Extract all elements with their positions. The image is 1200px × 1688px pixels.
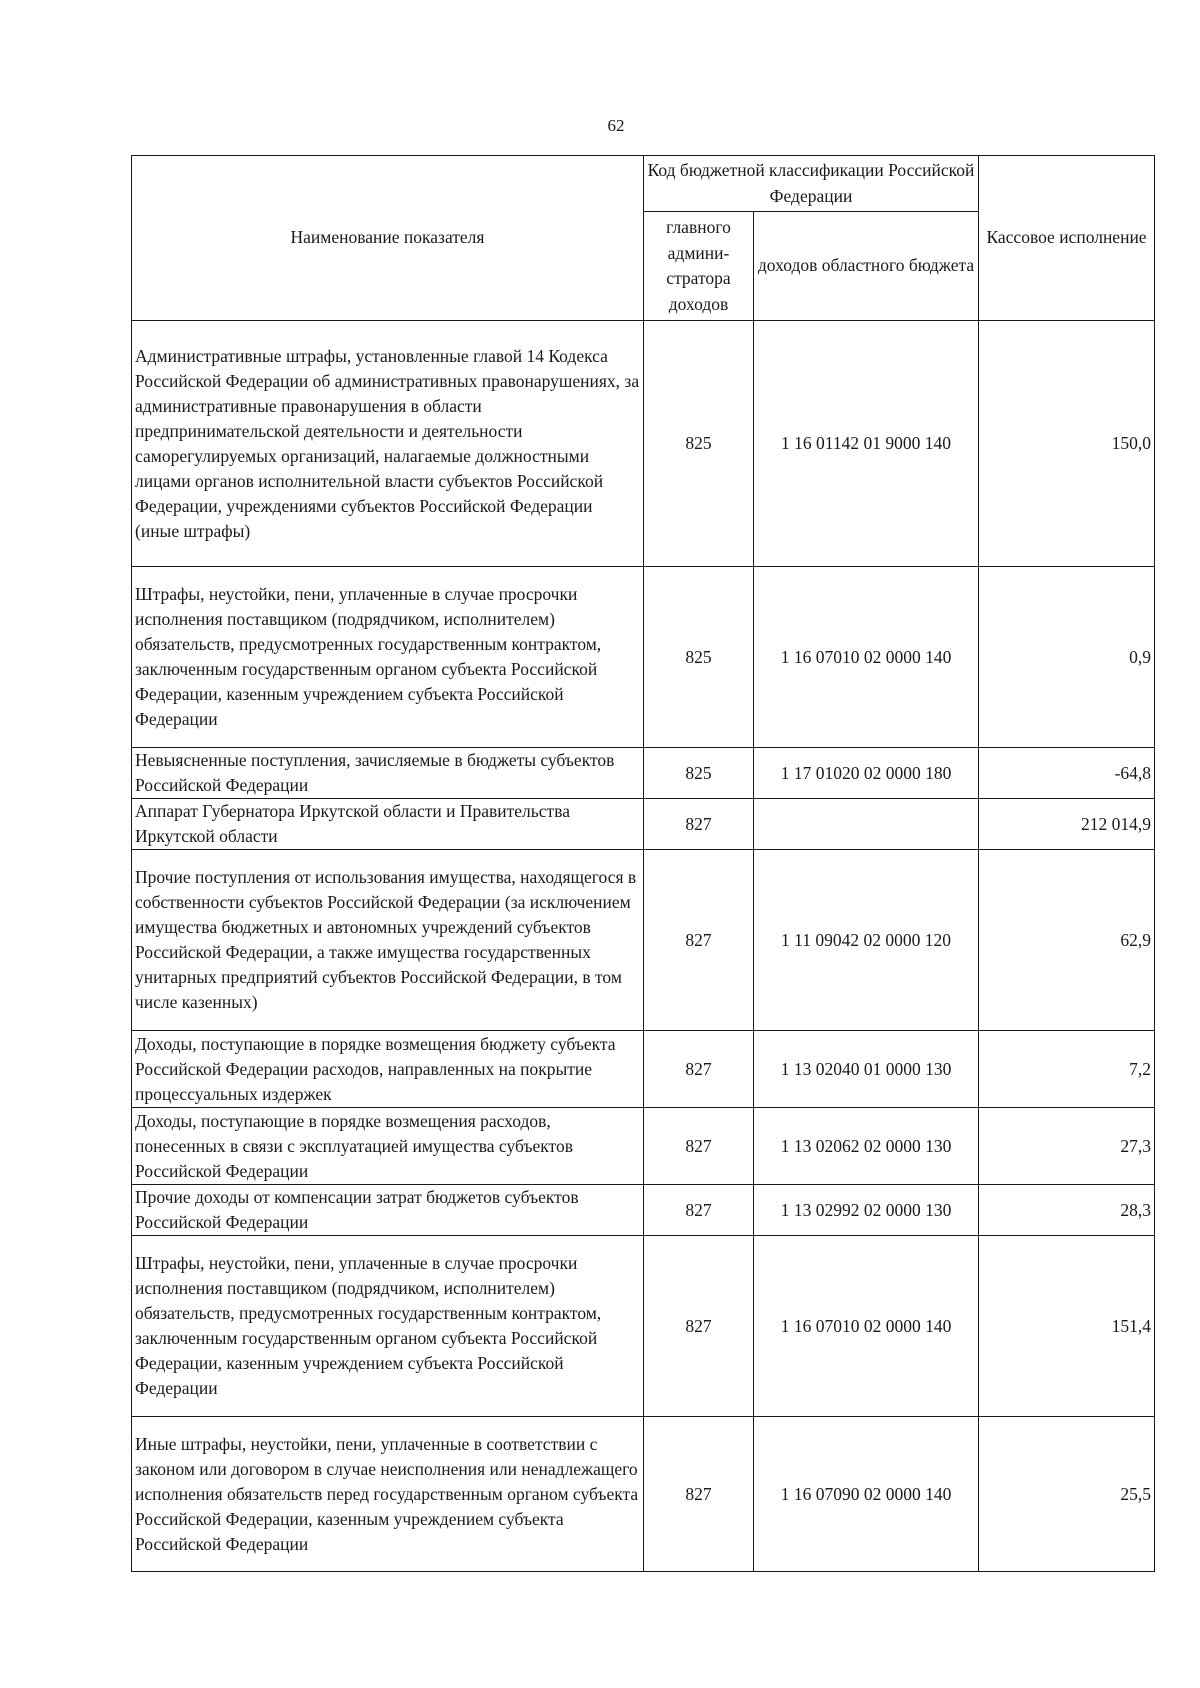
row-amount: 7,2 bbox=[979, 1031, 1155, 1108]
page-number: 62 bbox=[607, 116, 625, 135]
row-amount: 27,3 bbox=[979, 1108, 1155, 1185]
row-indicator-name: Аппарат Губернатора Иркутской области и Правительства Иркутской области bbox=[132, 799, 644, 850]
row-amount: 212 014,9 bbox=[979, 799, 1155, 850]
row-admin-code: 827 bbox=[644, 1031, 754, 1108]
row-amount: 151,4 bbox=[979, 1236, 1155, 1417]
table-row bbox=[132, 321, 1155, 567]
row-admin-code: 827 bbox=[644, 1108, 754, 1185]
row-revenue-code bbox=[754, 799, 979, 850]
table-row bbox=[132, 1236, 1155, 1417]
row-indicator-name: Административные штрафы, установленные главой 14 Кодекса Российской Федерации об административных правонарушениях, за административные правонарушения в области предпринимательской деятельности и деятельности саморегулируемых организаций, налагаемые должностными лицами органов исполнительной власти субъектов Российской Федерации, учреждениями субъектов Российской Федерации (иные штрафы) bbox=[132, 321, 644, 567]
row-revenue-code: 1 13 02040 01 0000 130 bbox=[754, 1031, 979, 1108]
row-admin-code: 827 bbox=[644, 1236, 754, 1417]
header-cash-execution: Кассовое исполнение bbox=[979, 156, 1155, 321]
row-admin-code: 825 bbox=[644, 321, 754, 567]
row-admin-code: 827 bbox=[644, 1417, 754, 1572]
row-indicator-name: Прочие поступления от использования имущества, находящегося в собственности субъектов Российской Федерации (за исключением имущества бюджетных и автономных учреждений субъектов Российской Федерации, а также имущества государственных унитарных предприятий субъектов Российской Федерации, в том числе казенных) bbox=[132, 850, 644, 1031]
row-indicator-name: Доходы, поступающие в порядке возмещения бюджету субъекта Российской Федерации расходов, направленных на покрытие процессуальных издержек bbox=[132, 1031, 644, 1108]
row-revenue-code: 1 11 09042 02 0000 120 bbox=[754, 850, 979, 1031]
row-indicator-name: Невыясненные поступления, зачисляемые в бюджеты субъектов Российской Федерации bbox=[132, 748, 644, 799]
header-indicator-name: Наименование показателя bbox=[132, 156, 644, 321]
table-row bbox=[132, 1031, 1155, 1108]
row-amount: 62,9 bbox=[979, 850, 1155, 1031]
header-revenue-code: доходов областного бюджета bbox=[754, 212, 979, 321]
table-row bbox=[132, 1185, 1155, 1236]
row-indicator-name: Штрафы, неустойки, пени, уплаченные в случае просрочки исполнения поставщиком (подрядчиком, исполнителем) обязательств, предусмотренных государственным контрактом, заключенным государственным органом субъекта Российской Федерации, казенным учреждением субъекта Российской Федерации bbox=[132, 1236, 644, 1417]
row-amount: 25,5 bbox=[979, 1417, 1155, 1572]
row-admin-code: 827 bbox=[644, 1185, 754, 1236]
row-indicator-name: Прочие доходы от компенсации затрат бюджетов субъектов Российской Федерации bbox=[132, 1185, 644, 1236]
header-chief-administrator: главного админи-стратора доходов bbox=[644, 212, 754, 321]
table-row bbox=[132, 799, 1155, 850]
table-row bbox=[132, 1417, 1155, 1572]
table-row bbox=[132, 567, 1155, 748]
row-amount: 0,9 bbox=[979, 567, 1155, 748]
row-indicator-name: Доходы, поступающие в порядке возмещения расходов, понесенных в связи с эксплуатацией имущества субъектов Российской Федерации bbox=[132, 1108, 644, 1185]
row-amount: 28,3 bbox=[979, 1185, 1155, 1236]
row-admin-code: 827 bbox=[644, 799, 754, 850]
header-classification-code: Код бюджетной классификации Российской Федерации bbox=[644, 156, 979, 212]
row-amount: -64,8 bbox=[979, 748, 1155, 799]
row-revenue-code: 1 16 07010 02 0000 140 bbox=[754, 1236, 979, 1417]
row-revenue-code: 1 13 02062 02 0000 130 bbox=[754, 1108, 979, 1185]
row-revenue-code: 1 16 07090 02 0000 140 bbox=[754, 1417, 979, 1572]
row-revenue-code: 1 17 01020 02 0000 180 bbox=[754, 748, 979, 799]
row-admin-code: 825 bbox=[644, 567, 754, 748]
row-indicator-name: Штрафы, неустойки, пени, уплаченные в случае просрочки исполнения поставщиком (подрядчиком, исполнителем) обязательств, предусмотренных государственным контрактом, заключенным государственным органом субъекта Российской Федерации, казенным учреждением субъекта Российской Федерации bbox=[132, 567, 644, 748]
table-row bbox=[132, 748, 1155, 799]
row-admin-code: 825 bbox=[644, 748, 754, 799]
row-revenue-code: 1 13 02992 02 0000 130 bbox=[754, 1185, 979, 1236]
row-indicator-name: Иные штрафы, неустойки, пени, уплаченные в соответствии с законом или договором в случае неисполнения или ненадлежащего исполнения обязательств перед государственным органом субъекта Российской Федерации, казенным учреждением субъекта Российской Федерации bbox=[132, 1417, 644, 1572]
table-header-row bbox=[132, 156, 1155, 212]
row-revenue-code: 1 16 01142 01 9000 140 bbox=[754, 321, 979, 567]
table-row bbox=[132, 850, 1155, 1031]
row-revenue-code: 1 16 07010 02 0000 140 bbox=[754, 567, 979, 748]
row-admin-code: 827 bbox=[644, 850, 754, 1031]
budget-revenue-table bbox=[131, 155, 1155, 1572]
table-row bbox=[132, 1108, 1155, 1185]
row-amount: 150,0 bbox=[979, 321, 1155, 567]
